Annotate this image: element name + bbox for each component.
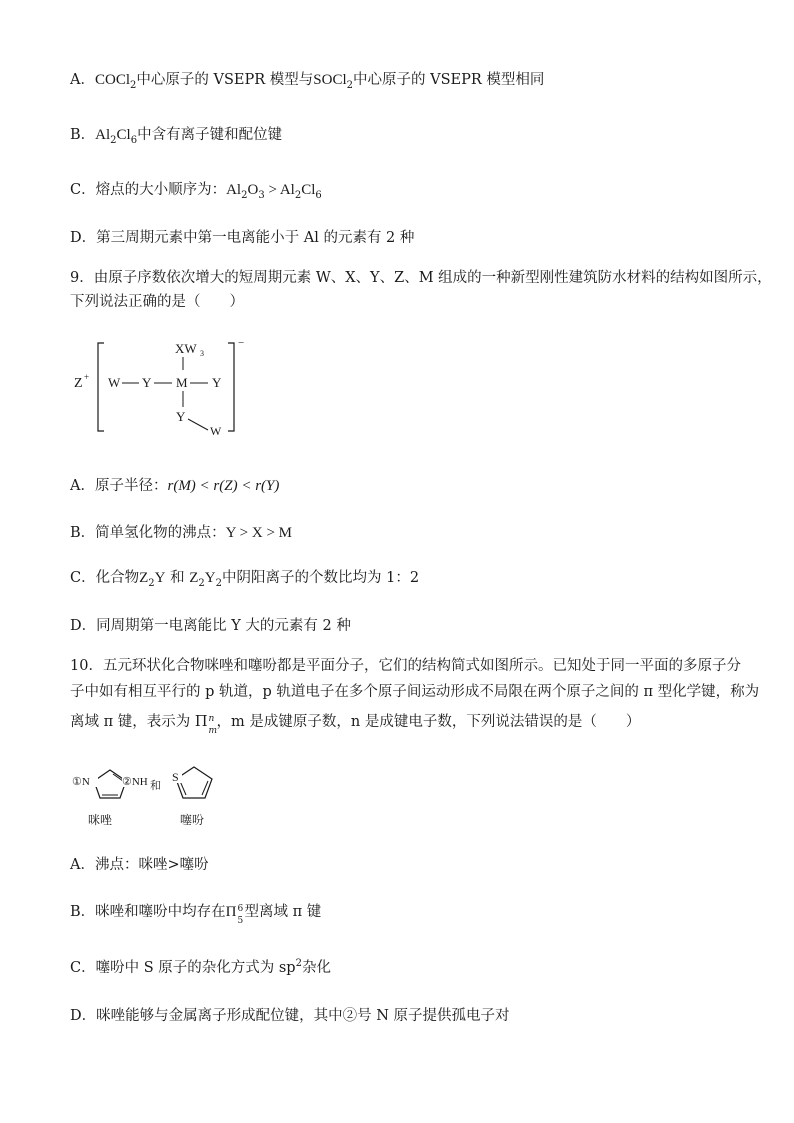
atom-w-bottom: W [210,424,222,438]
q10-option-d: D．咪唑能够与金属离子形成配位键，其中②号 N 原子提供孤电子对 [70,1008,510,1024]
atom-m: M [176,375,188,390]
pi-sup-sub: n m [208,714,218,736]
thiophene-name: 噻吩 [180,813,205,827]
xw3-subscript: 3 [200,349,204,358]
n2-label: ②NH [122,776,148,788]
xw3-group: XW [175,341,197,356]
q9-stem-line1: 9．由原子序数依次增大的短周期元素 W、X、Y、Z、M 组成的一种新型刚性建筑防水材料的结构如图所示， [70,270,772,286]
q10-stem-line3: 离域 π 键，表示为 Π n m ，m 是成键原子数，n 是成键电子数，下列说法错误的是（ ） [70,714,641,736]
atom-y-right: Y [212,375,222,390]
left-bracket [98,343,104,431]
q10-stem-line2: 子中如有相互平行的 p 轨道，p 轨道电子在多个原子间运动形成不局限在两个原子之间的 π 型化学键，称为 [70,684,760,700]
imidazole-structure [72,770,148,798]
q8-option-b: B．$Al_2Cl_6$中含有离子键和配位键 [70,127,283,146]
q10-option-a: A．沸点：咪唑>噻吩 [70,857,209,873]
q10-structures-figure [70,762,230,832]
cation-charge: + [84,372,90,382]
q9-structure-figure [66,335,266,440]
q8-option-d: D．第三周期元素中第一电离能小于 Al 的元素有 2 种 [70,230,415,246]
q9-option-d: D．同周期第一电离能比 Y 大的元素有 2 种 [70,618,351,634]
s-label: S [172,770,179,784]
q8-option-c: C．熔点的大小顺序为：$Al_2O_3 > Al_2Cl_6$ [70,182,322,201]
atom-y-left: Y [142,375,152,390]
q9-option-b: B．简单氢化物的沸点：Y > X > M [70,525,293,541]
q9-option-a: A．原子半径：r(M) < r(Z) < r(Y) [70,478,280,494]
q9-option-c: C．化合物$Z_2Y$ 和 $Z_2Y_2$中阴阳离子的个数比均为 1：2 [70,570,420,589]
bond-y-w-bottom [188,419,208,430]
q8-option-a: A．COCl$_2$中心原子的 VSEPR 模型与SOCl$_2$中心原子的 VSEPR 模型相同 [70,72,545,91]
n1-label: ①N [72,776,90,788]
thiophene-structure [170,767,212,798]
atom-y-bottom: Y [176,409,186,424]
anion-charge: − [238,337,245,349]
pi65-sup-sub: 6 5 [237,904,244,926]
cation-symbol: Z [74,376,83,391]
q10-option-b: B．咪唑和噻吩中均存在Π 6 5 型离域 π 键 [70,904,322,926]
and-text: 和 [150,779,161,792]
atom-w-left: W [108,375,121,390]
q10-option-c: C．噻吩中 S 原子的杂化方式为 $sp^2$杂化 [70,958,331,976]
q9-stem-line2: 下列说法正确的是（ ） [70,294,244,310]
right-bracket [228,343,234,431]
q10-stem-line1: 10．五元环状化合物咪唑和噻吩都是平面分子，它们的结构简式如图所示。已知处于同一平面的多原子分 [70,658,741,674]
imidazole-name: 咪唑 [88,813,113,827]
